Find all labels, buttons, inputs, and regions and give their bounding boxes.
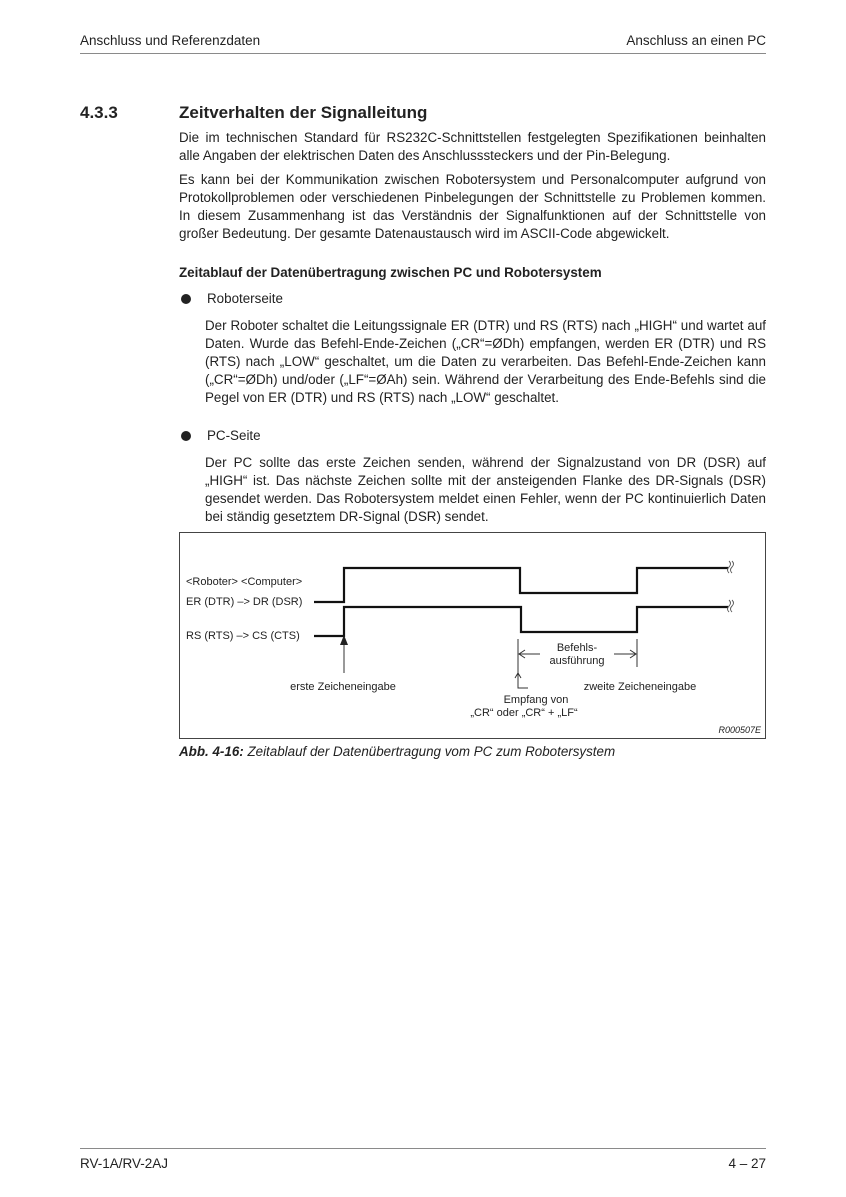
bullet-label: Roboterseite bbox=[207, 291, 283, 306]
diagram-header-labels: <Roboter> <Computer> bbox=[186, 576, 303, 588]
paragraph-2: Es kann bei der Kommunikation zwischen Robotersystem und Personalcomputer aufgrund von Protokollproblemen oder verschiedenen Pinbelegungen der Schnittstelle zu Problemen kommen. In diesem Zusammenhang ist das Verständnis der Signalfunktionen auf der Schnittstelle von großer Bedeutung. Der gesamte Datenaustausch wird im ASCII-Code abgewickelt. bbox=[179, 172, 766, 241]
footer-left: RV-1A/RV-2AJ bbox=[80, 1156, 169, 1171]
page-header bbox=[80, 33, 766, 48]
break-mark-icon bbox=[728, 600, 734, 612]
figure-caption bbox=[179, 744, 615, 759]
section-title: Zeitverhalten der Signalleitung bbox=[179, 103, 428, 122]
caption-text: Zeitablauf der Datenübertragung vom PC zum Robotersystem bbox=[243, 744, 616, 759]
bullet-text-robot: Der Roboter schaltet die Leitungssignale ER (DTR) und RS (RTS) nach „HIGH“ und wartet auf Daten. Wurde das Befehl-Ende-Zeichen („CR“=ØDh) empfangen, werden ER (DTR) und RS (RTS) nach „LOW“ geschaltet, um die Daten zu verarbeiten. Das Befehl-Ende-Zeichen kann („CR“=ØDh) und/oder („LF“=ØAh) sein. Während der Verarbeitung des Ende-Befehls sind die Pegel von ER (DTR) und RS (RTS) nach „LOW“ geschaltet. bbox=[205, 318, 766, 405]
receive-label-line2: „CR“ oder „CR“ + „LF“ bbox=[470, 707, 578, 719]
bullet-icon bbox=[181, 431, 191, 441]
signal-2-label: RS (RTS) –> CS (CTS) bbox=[186, 630, 300, 642]
bullet-label: PC-Seite bbox=[207, 428, 261, 443]
timing-diagram-svg bbox=[180, 533, 765, 738]
bullet-icon bbox=[181, 294, 191, 304]
subheading: Zeitablauf der Datenübertragung zwischen PC und Robotersystem bbox=[179, 265, 602, 280]
header-right: Anschluss an einen PC bbox=[626, 33, 766, 48]
signal-2-waveform bbox=[314, 607, 728, 636]
timing-diagram bbox=[179, 532, 766, 739]
receive-label-line1: Empfang von bbox=[503, 694, 569, 706]
caption-label: Abb. 4-16: bbox=[179, 744, 244, 759]
page-footer bbox=[80, 1156, 766, 1171]
footer-rule bbox=[80, 1148, 766, 1149]
header-left: Anschluss und Referenzdaten bbox=[80, 33, 261, 48]
header-rule bbox=[80, 53, 766, 54]
page-number: 4 – 27 bbox=[728, 1156, 766, 1171]
signal-1-waveform bbox=[314, 568, 728, 602]
bullet-pc-side bbox=[179, 428, 261, 443]
first-input-label: erste Zeicheneingabe bbox=[290, 681, 396, 693]
break-mark-icon bbox=[728, 561, 734, 573]
signal-1-label: ER (DTR) –> DR (DSR) bbox=[186, 596, 303, 608]
figure-code: R000507E bbox=[718, 725, 761, 735]
bullet-robot-side bbox=[179, 291, 283, 306]
second-input-label: zweite Zeicheneingabe bbox=[583, 681, 697, 693]
section-number: 4.3.3 bbox=[80, 103, 118, 122]
bullet-text-pc: Der PC sollte das erste Zeichen senden, während der Signalzustand von DR (DSR) auf „HIGH“ ist. Das nächste Zeichen sollte mit der ansteigenden Flanke des DR-Signals (DSR) gesendet werden. Das Robotersystem meldet einen Fehler, wenn der PC kontinuierlich Daten bei ständig gesetztem DR-Signal (DSR) sendet. bbox=[205, 455, 766, 524]
paragraph-1: Die im technischen Standard für RS232C-Schnittstellen festgelegten Spezifikationen beinhalten alle Angaben der elektrischen Daten des Anschlusssteckers und der Pin-Belegung. bbox=[179, 130, 766, 163]
exec-label-line2: ausführung bbox=[549, 655, 605, 667]
exec-label-line1: Befehls- bbox=[556, 642, 598, 654]
